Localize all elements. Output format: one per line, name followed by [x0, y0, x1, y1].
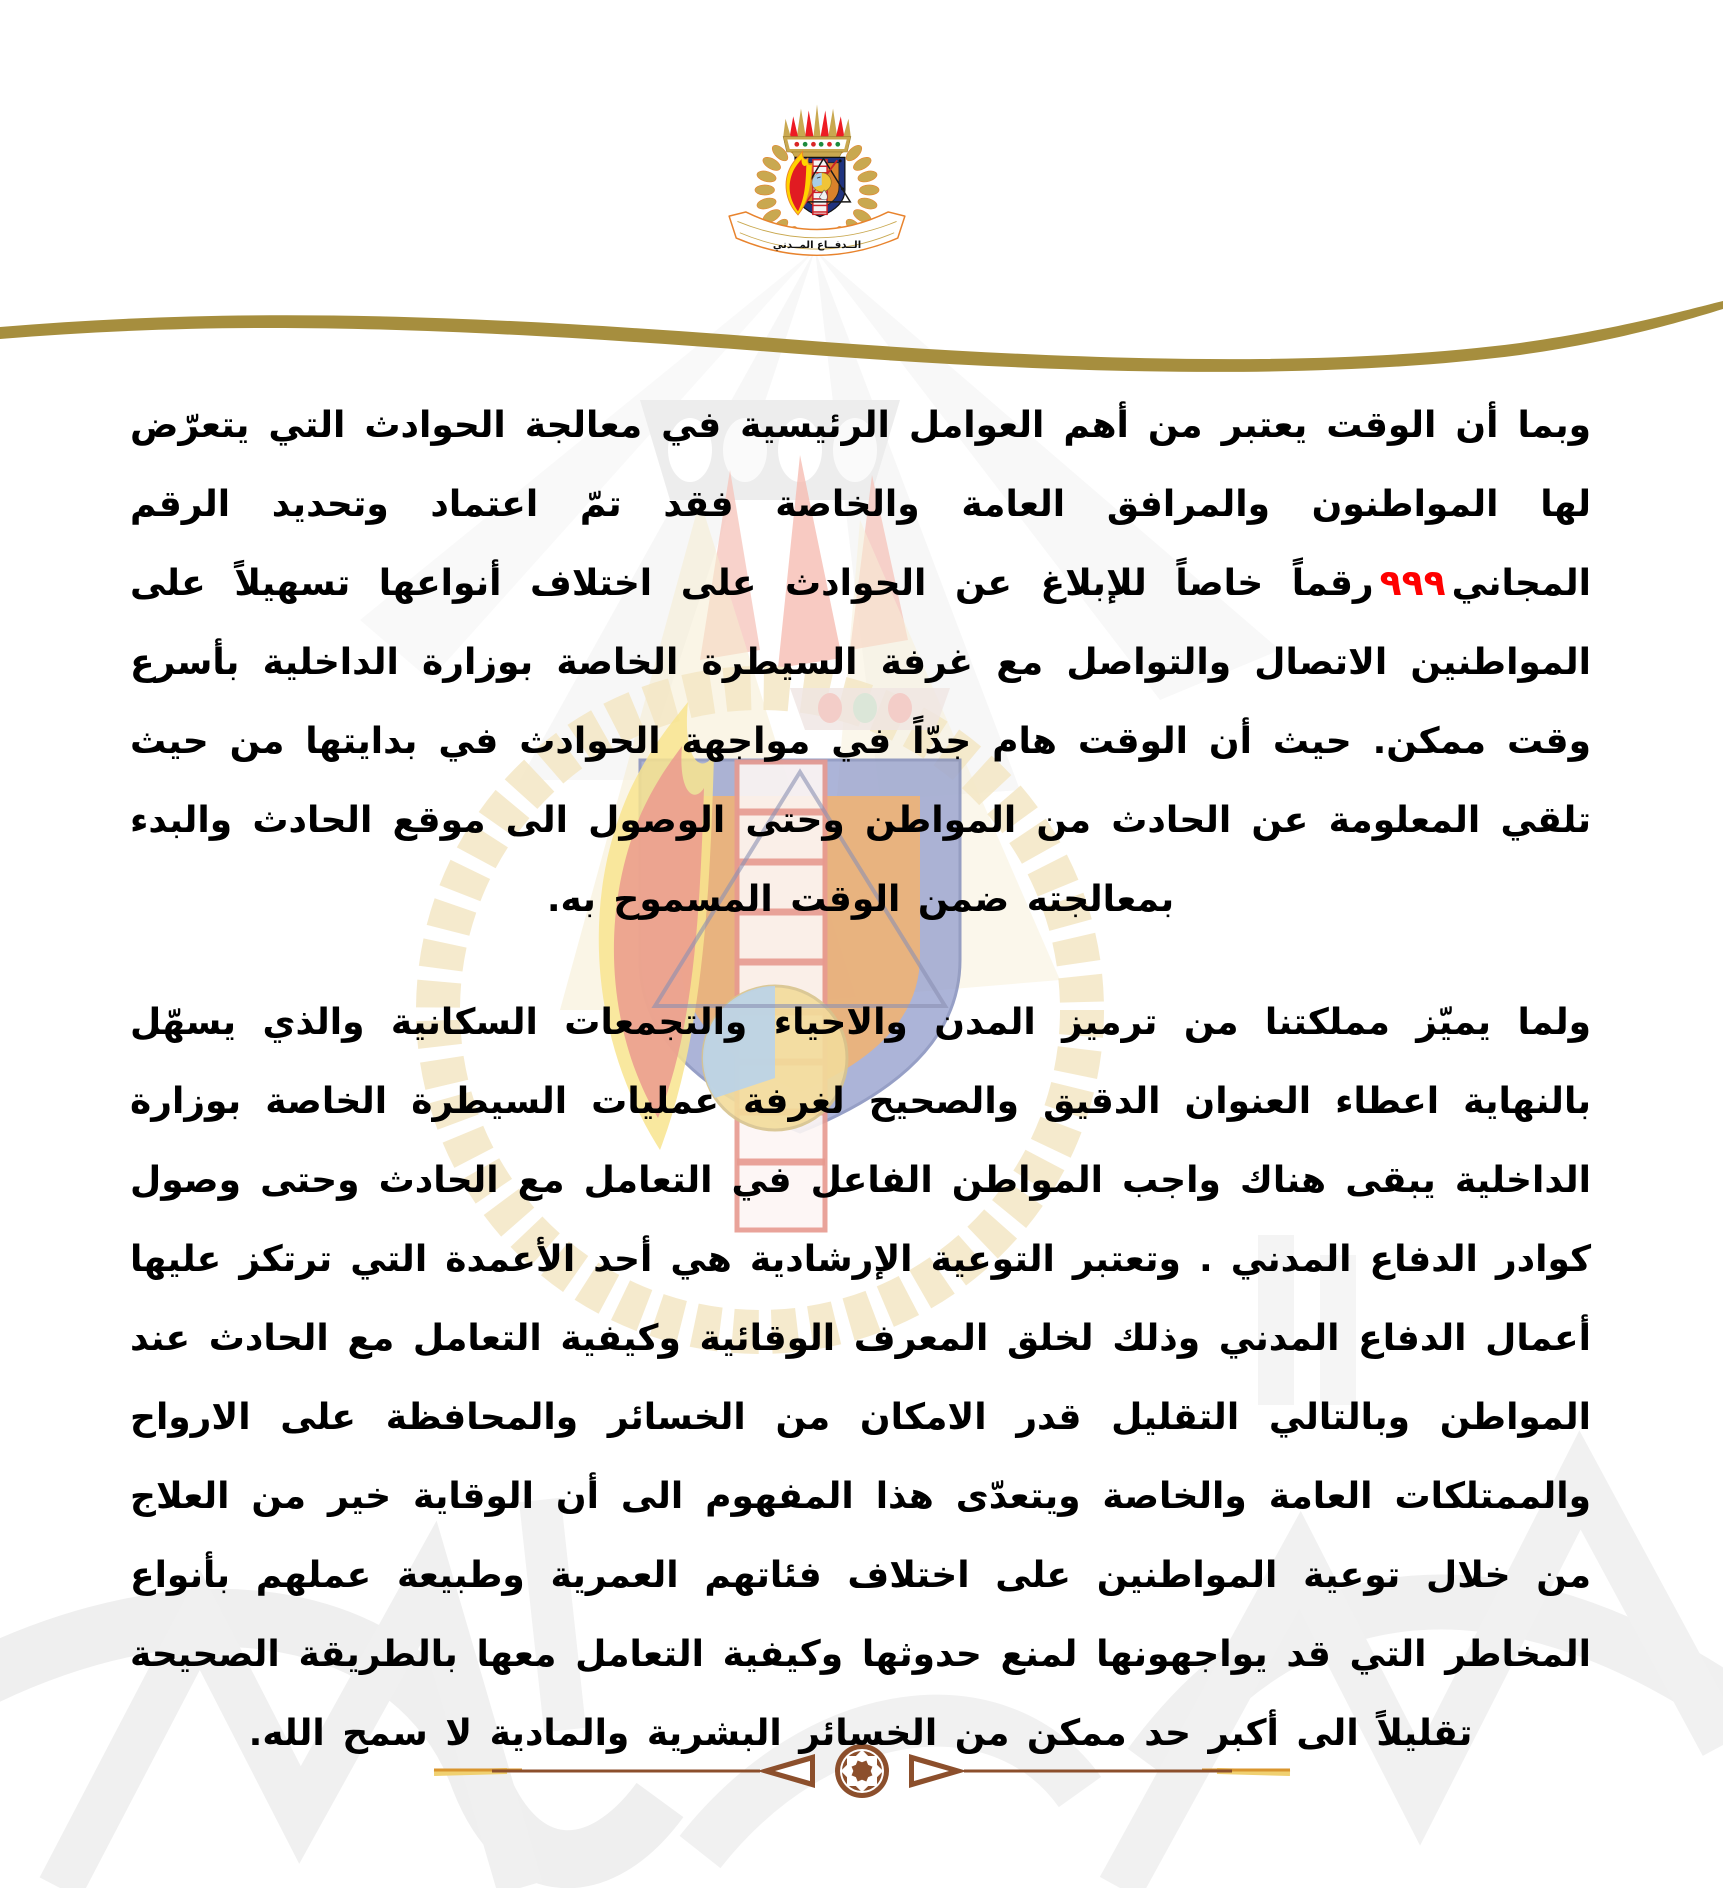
paragraph1-text-before: وبما أن الوقت يعتبر من أهم العوامل الرئيسية في معالجة الحوادث التي يتعرّض لها المواطنون والمرافق العامة والخاصة فقد تمّ اعتماد وتحديد الرقم المجاني: [130, 405, 1591, 604]
crown-icon: [783, 105, 851, 160]
paragraph-awareness: [130, 983, 1591, 1773]
emergency-number-999: ٩٩٩: [1379, 563, 1446, 604]
shield-icon: [786, 151, 850, 217]
paragraph1-text-after: رقماً خاصاً للإبلاغ عن الحوادث على اختلاف أنواعها تسهيلاً على المواطنين الاتصال والتواصل مع غرفة السيطرة الخاصة بوزارة الداخلية بأسرع وقت ممكن. حيث أن الوقت هام جدّاً في مواجهة الحوادث في بدايتها من حيث تلقي المعلومة عن الحادث من المواطن وحتى الوصول الى موقع الحادث والبدء بمعالجته ضمن الوقت المسموح به.: [130, 563, 1591, 920]
paragraph-time-importance: [130, 386, 1591, 939]
logo-banner-text: الــدفــاع المــدني: [772, 240, 862, 252]
paragraph2-text: ولما يميّز مملكتنا من ترميز المدن والاحياء والتجمعات السكانية والذي يسهّل بالنهاية اعطاء العنوان الدقيق والصحيح لغرفة عمليات السيطرة الخاصة بوزارة الداخلية يبقى هناك واجب المواطن الفاعل في التعامل مع الحادث وحتى وصول كوادر الدفاع المدني . وتعتبر التوعية الإرشادية هي أحد الأعمدة التي ترتكز عليها أعمال الدفاع المدني وذلك لخلق المعرف الوقائية وكيفية التعامل مع الحادث عند المواطن وبالتالي التقليل قدر الامكان من الخسائر والمحافظة على الارواح والممتلكات العامة والخاصة ويتعدّى هذا المفهوم الى أن الوقاية خير من العلاج من خلال توعية المواطنين على اختلاف فئاتهم العمرية وطبيعة عملهم بأنواع المخاطر التي قد يواجهونها لمنع حدوثها وكيفية التعامل معها بالطريقة الصحيحة تقليلاً الى أكبر حد ممكن من الخسائر البشرية والمادية لا سمح الله.: [130, 1002, 1591, 1754]
ribbon-banner: [729, 212, 905, 255]
civil-defense-logo: [722, 44, 912, 336]
